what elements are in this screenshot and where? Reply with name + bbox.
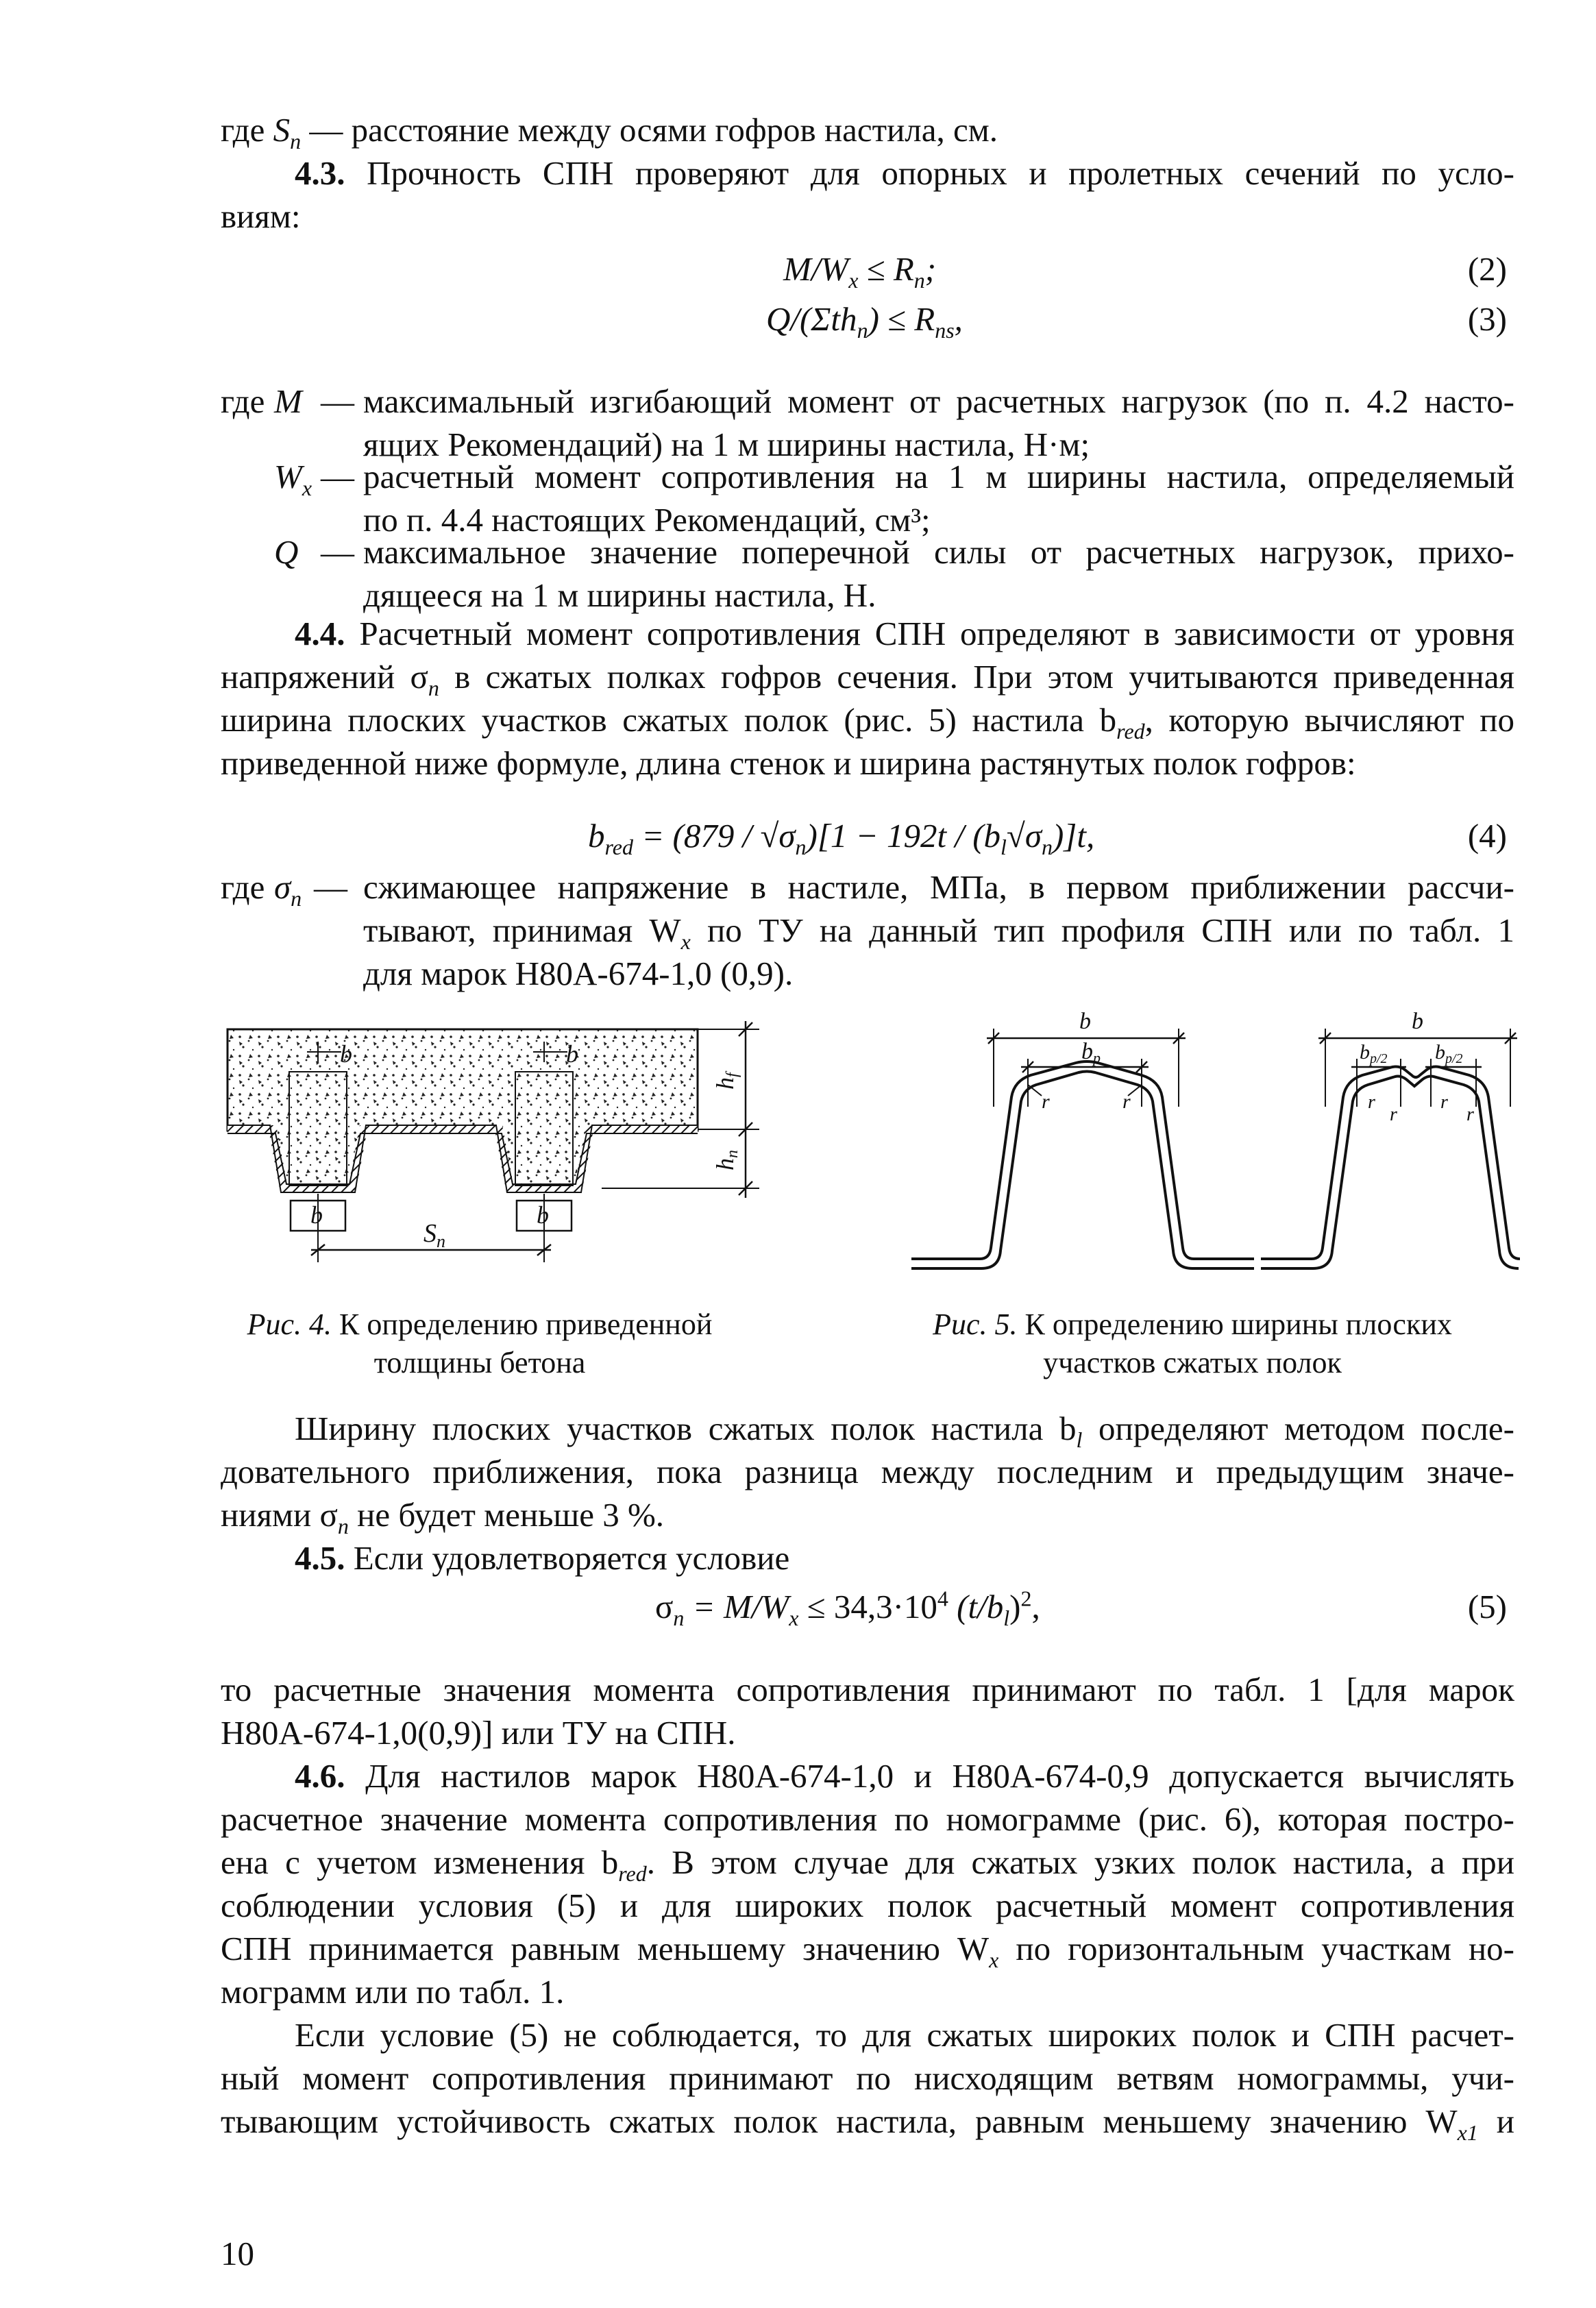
fig5-label-bp: bp (1081, 1039, 1101, 1066)
definition-wx: расчетный момент сопротивления на 1 м ширины настила, определяемый по п. 4.4 настоящих Рекомендаций, см³; (363, 458, 1514, 539)
fig4-label-b-top-2: b (566, 1040, 578, 1068)
symbol-q: Q (274, 533, 299, 571)
fig5-label-b-2: b (1412, 1009, 1423, 1034)
figure-4-caption: Рис. 4. К определению приведенной толщины бетона (247, 1308, 713, 1379)
paragraph-4-4: 4.4. Расчетный момент сопротивления СПН определяют в зависимости от уровня напряжений $\sigma_n$ в сжатых полках гофров сечения. При этом учитываются приведенная ширина плоских участков сжатых полок (рис. 5) настила $b_{red}$, которую вычисляют по приведенной ниже формуле, длина стенок и ширина растянутых полок гофров: (221, 615, 1514, 782)
where-label-2: где (221, 382, 265, 420)
figure-5-caption: Рис. 5. К определению ширины плоских участков сжатых полок (933, 1308, 1452, 1379)
formula-5-number: (5) (1467, 1588, 1507, 1625)
fig4-label-b-top-1: b (340, 1040, 352, 1068)
fig4-label-b-bottom-2: b (537, 1201, 549, 1229)
fig5-label-r-4: r (1390, 1104, 1397, 1125)
formula-2: $M/W_x \le R_n$; (783, 250, 937, 293)
where-label: где (221, 111, 265, 149)
fig4-label-hn: hn (711, 1150, 741, 1170)
paragraph-last: Если условие (5) не соблюдается, то для сжатых широких полок и СПН расчет- ный момент сопротивления принимают по нисходящим ветвям номограммы, учи- тывающим устойчивость сжатых полок настила, равным меньшему значению $W_{x1}$ и (221, 2016, 1514, 2145)
symbol-sigma-n: $\sigma_n$ (274, 868, 302, 911)
figure-5-flat-flange (905, 1004, 1521, 1278)
formula-5: $\sigma_n = M/W_x \le 34,3\cdot 10^4$ $(t/b_l)^2$, (655, 1586, 1040, 1630)
definition-m: максимальный изгибающий момент от расчетных нагрузок (по п. 4.2 насто- ящих Рекомендаций) на 1 м ширины настила, Н·м; (363, 382, 1514, 463)
fig4-label-hf: hf (711, 1072, 741, 1090)
formula-3-number: (3) (1467, 300, 1507, 338)
formula-4: $b_{red} = (879 / √\sigma_n)[1 - 192t / (b_l√\sigma_n)]t$, (588, 817, 1095, 859)
paragraph-4-6: 4.6. Для настилов марок Н80А-674-1,0 и Н80А-674-0,9 допускается вычислять расчетное значение момента сопротивления по номограмме (рис. 6), которая постро- ена с учетом изменения $b_{red}$. В этом случае для сжатых узких полок настила, а при соблюдении условия (5) и для широких полок расчетный момент сопротивления СПН принимается равным меньшему значению $W_x$ по горизонтальным участкам но- мограмм или по табл. 1. (221, 1757, 1515, 2011)
formula-3: $Q/(\Sigma th_n) \le R_{ns}$, (766, 300, 963, 343)
page-number: 10 (221, 2235, 254, 2272)
symbol-wx: $W_x$ (274, 458, 312, 500)
paragraph-4-3: 4.3. Прочность СПН проверяют для опорных и пролетных сечений по усло- виям: (221, 154, 1514, 235)
definition-sigma-n: сжимающее напряжение в настиле, МПа, в первом приближении рассчи- тывают, принимая $W_x$ по ТУ на данный тип профиля СПН или по табл. 1 для марок Н80А-674-1,0 (0,9). (363, 868, 1514, 992)
symbol-m: M (274, 382, 302, 420)
symbol-sn: $S_n$ (273, 111, 302, 154)
document-page: где $S_n$ — расстояние между осями гофров настила, см. 4.3. Прочность СПН проверяют для опорных и пролетных сечений по усло- виям: $M/W_x \le R_n$; (2) $Q/(\Sigma th_n) \le R_{ns}$, (3) где M — максимальный изгибающий момент от расчетных нагрузок (по п. 4.2 насто- ящих Рекомендаций) на 1 м ширины настила, Н·м; $W_x$ — расчетный момент сопротивления на 1 м ширины настила, определяемый по п. 4.4 настоящих Рекомендаций, см³; Q — максимальное значение поперечной силы от расчетных нагрузок, прихо- дящееся на 1 м ширины настила, Н. 4.4. Расчетный момент сопротивления СПН определяют в зависимости от уровня напряжений $\sigma_n$ в сжатых полках гофров сечения. При этом учитываются приведенная ширина плоских участков сжатых полок (рис. 5) настила $b_{red}$, которую вычисляют по приведенной ниже формуле, длина стенок и ширина растянутых полок гофров: $b_{red} = (879 / √\sigma_n)[1 - 192t / (b_l√\sigma_n)]t$, (4) где $\sigma_n$ — сжимающее напряжение в настиле, МПа, в первом приближении рассчи- тывают, принимая $W_x$ по ТУ на данный тип профиля СПН или по табл. 1 для марок Н80А-674-1,0 (0,9). b b b b $S_n$ hf hn Рис. 4. К определению приведенной толщины бетона b bp r r b $b_{p/2}$ $b_{p/2}$ r r r r Рис. 5. К определению ширины плоских участков сжатых полок Ширину плоских участков сжатых полок настила $b_l$ определяют методом после- довательного приближения, пока разница между последним и предыдущим значе- ниями $\sigma_n$ не будет меньше 3 %. 4.5. Если удовлетворяется условие $\sigma_n = M/W_x \le 34,3\cdot 10^4$ $(t/b_l)^2$, (5) то расчетные значения момента сопротивления принимают по табл. 1 [для марок Н80А-674-1,0(0,9)] или ТУ на СПН. 4.6. Для настилов марок Н80А-674-1,0 и Н80А-674-0,9 допускается вычислять расчетное значение момента сопротивления по номограмме (рис. 6), которая постро- ена с учетом изменения $b_{red}$. В этом случае для сжатых узких полок настила, а при соблюдении условия (5) и для широких полок расчетный момент сопротивления СПН принимается равным меньшему значению $W_x$ по горизонтальным участкам но- мограмм или по табл. 1. Если условие (5) не соблюдается, то для сжатых широких полок и СПН расчет- ный момент сопротивления принимают по нисходящим ветвям номограммы, учи- тывающим устойчивость сжатых полок настила, равным меньшему значению $W_{x1}$ и 10 (0, 0, 1596, 2308)
fig5-label-r-3: r (1368, 1092, 1375, 1113)
figure-4-concrete-section (218, 1014, 780, 1288)
paragraph-after-formula-5: то расчетные значения момента сопротивления принимают по табл. 1 [для марок Н80А-674-1,0(0,9)] или ТУ на СПН. (221, 1671, 1514, 1752)
paragraph-4-5: 4.5. Если удовлетворяется условие (295, 1539, 790, 1577)
fig5-label-r-1: r (1042, 1090, 1050, 1113)
fig5-label-bp2-2: $b_{p/2}$ (1435, 1041, 1463, 1066)
fig5-label-r-5: r (1440, 1092, 1448, 1113)
fig5-label-bp2-1: $b_{p/2}$ (1360, 1041, 1388, 1066)
formula-2-number: (2) (1467, 250, 1507, 288)
paragraph-flange-width: Ширину плоских участков сжатых полок настила $b_l$ определяют методом после- довательного приближения, пока разница между последним и предыдущим значе- ниями $\sigma_n$ не будет меньше 3 %. (221, 1410, 1514, 1538)
fig5-label-b-1: b (1079, 1009, 1091, 1034)
fig4-label-b-bottom-1: b (310, 1201, 323, 1229)
fig5-label-r-2: r (1122, 1090, 1131, 1113)
formula-4-number: (4) (1467, 817, 1507, 855)
fig5-label-r-6: r (1466, 1104, 1474, 1125)
where-label-3: где (221, 868, 265, 906)
definition-sn: где $S_n$ — расстояние между осями гофров настила, см. (221, 111, 998, 154)
fig4-label-sn: $S_n$ (423, 1219, 445, 1251)
definition-q: максимальное значение поперечной силы от расчетных нагрузок, прихо- дящееся на 1 м ширины настила, Н. (363, 533, 1514, 614)
